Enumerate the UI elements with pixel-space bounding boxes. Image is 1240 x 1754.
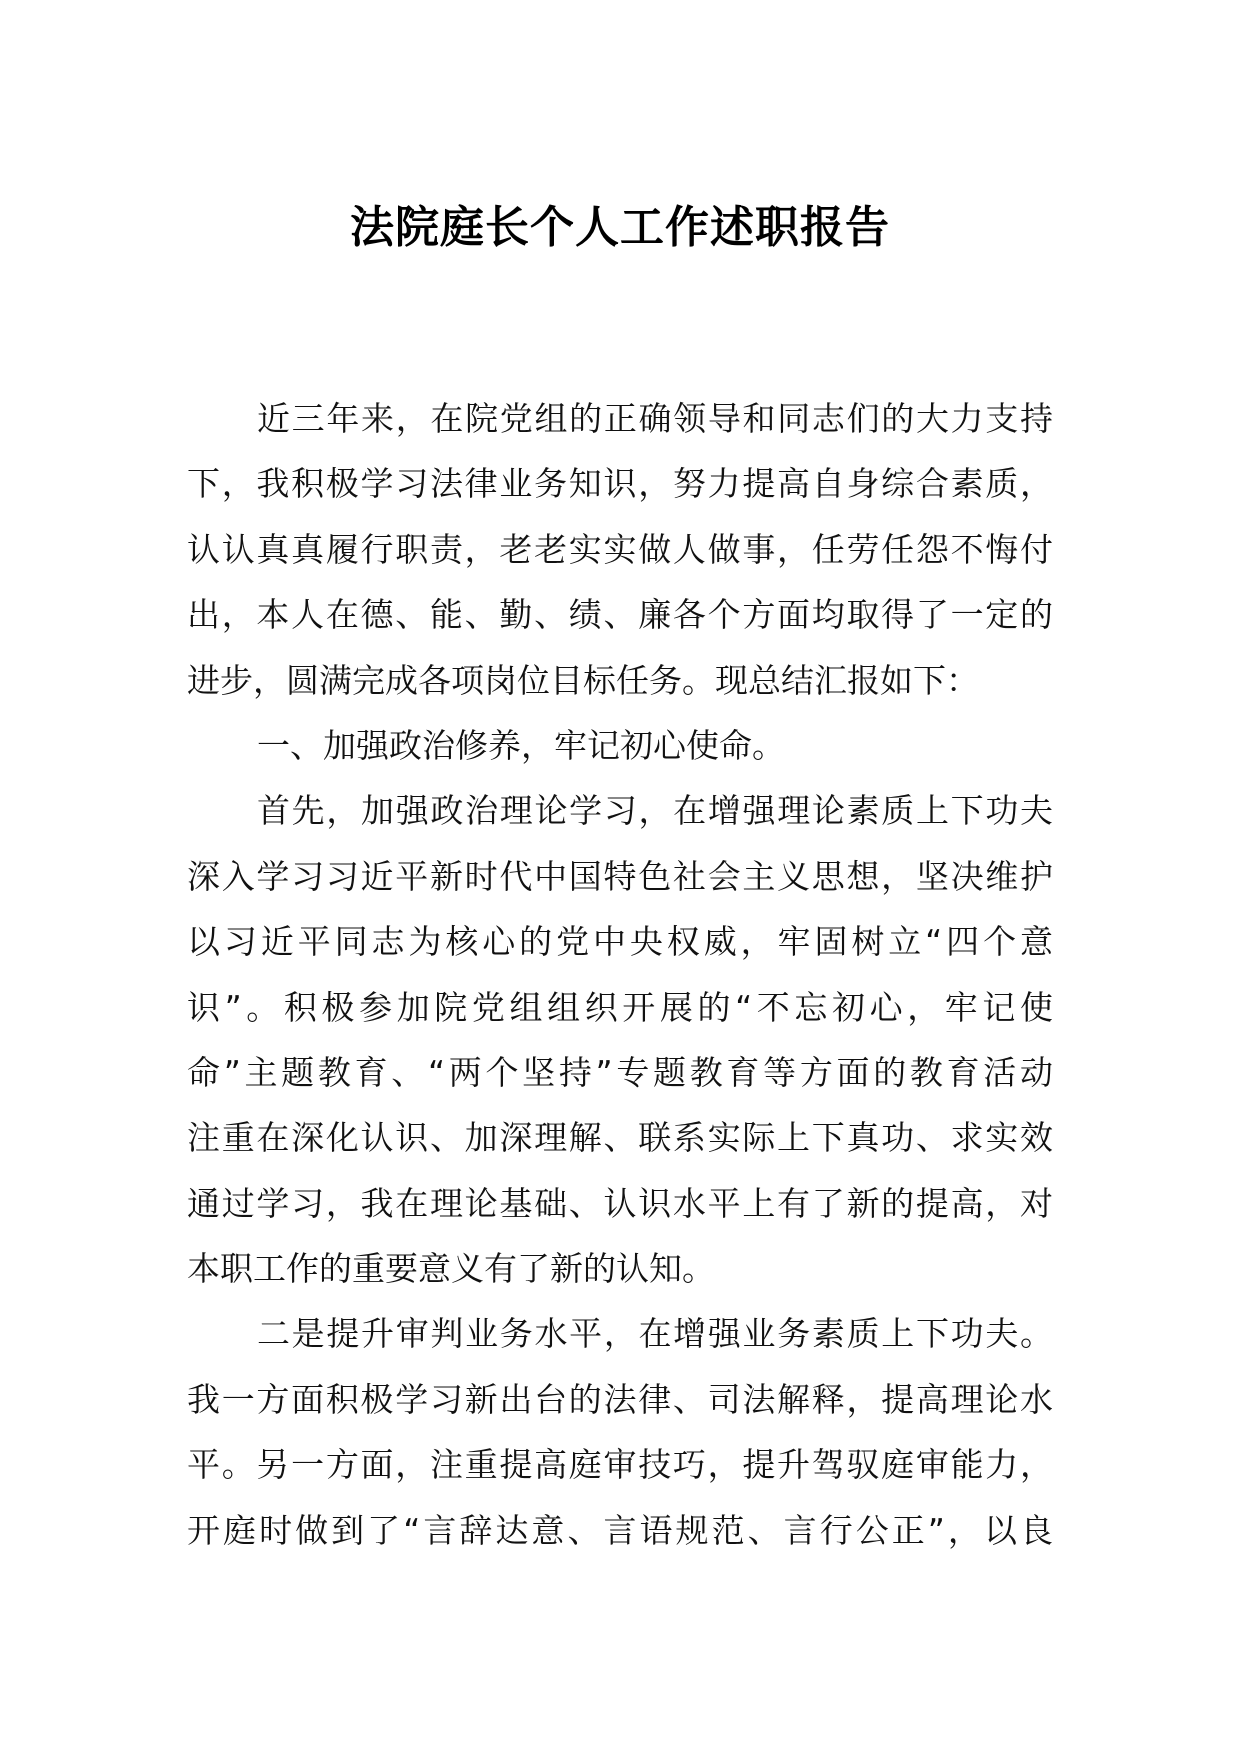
paragraph-line: 以习近平同志为核心的党中央权威，牢固树立“四个意	[187, 922, 1053, 962]
paragraph-line: 首先，加强政治理论学习，在增强理论素质上下功夫	[257, 791, 1053, 831]
paragraph-line: 认认真真履行职责，老老实实做人做事，任劳任怨不悔付	[187, 529, 1053, 569]
section-heading: 一、加强政治修养，牢记初心使命。	[257, 725, 785, 765]
paragraph-line: 下，我积极学习法律业务知识，努力提高自身综合素质，	[187, 464, 1053, 504]
paragraph-line: 命”主题教育、“两个坚持”专题教育等方面的教育活动	[187, 1052, 1053, 1092]
document-body	[187, 386, 1053, 1563]
paragraph-line: 本职工作的重要意义有了新的认知。	[187, 1249, 715, 1289]
document-title: 法院庭长个人工作述职报告	[350, 202, 890, 253]
paragraph-line: 通过学习，我在理论基础、认识水平上有了新的提高，对	[187, 1183, 1053, 1223]
paragraph-line: 注重在深化认识、加深理解、联系实际上下真功、求实效	[187, 1118, 1053, 1158]
paragraph-line: 进步，圆满完成各项岗位目标任务。现总结汇报如下：	[187, 660, 979, 700]
paragraph-line: 平。另一方面，注重提高庭审技巧，提升驾驭庭审能力，	[187, 1445, 1053, 1485]
paragraph-line: 开庭时做到了“言辞达意、言语规范、言行公正”，以良	[187, 1510, 1053, 1550]
paragraph-line: 我一方面积极学习新出台的法律、司法解释，提高理论水	[187, 1379, 1053, 1419]
paragraph-line: 近三年来，在院党组的正确领导和同志们的大力支持	[257, 399, 1053, 438]
paragraph-line: 识”。积极参加院党组组织开展的“不忘初心，牢记使	[187, 987, 1053, 1027]
paragraph-line: 二是提升审判业务水平，在增强业务素质上下功夫。	[257, 1314, 1053, 1354]
paragraph-line: 出，本人在德、能、勤、绩、廉各个方面均取得了一定的	[187, 595, 1053, 635]
paragraph-line: 深入学习习近平新时代中国特色社会主义思想，坚决维护	[187, 856, 1053, 896]
